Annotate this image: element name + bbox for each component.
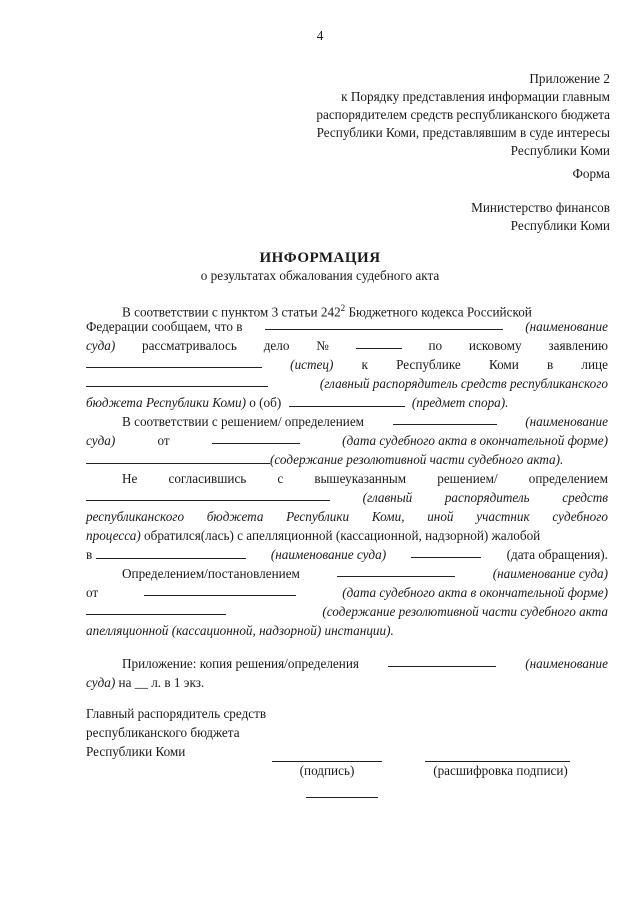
paragraph-line	[86, 583, 608, 603]
text-span: Республике	[396, 357, 461, 372]
closing-line	[306, 796, 378, 798]
text-span: от	[86, 585, 99, 600]
text-span: решением/	[437, 471, 498, 486]
text-span: (главный	[362, 490, 413, 505]
text-span: №	[316, 338, 329, 353]
paragraph-line	[86, 545, 608, 565]
text-span: в	[547, 357, 554, 372]
paragraph-line	[86, 673, 608, 693]
text-span: (дата обращения).	[506, 547, 608, 562]
signature-label: (подпись)	[299, 763, 355, 778]
text-span: (наименование суда)	[492, 566, 608, 581]
appendix-line: Приложение 2	[529, 71, 610, 86]
text-span: о (об)	[245, 395, 282, 410]
blank-field	[265, 317, 503, 330]
text-span: заявлению	[548, 338, 608, 353]
text-span: Бюджетного кодекса Российской	[345, 304, 532, 320]
addressee-line: Министерство финансов	[471, 200, 610, 215]
text-span: согласившись	[168, 471, 247, 486]
text-span: бюджета Республики Коми)	[86, 395, 246, 410]
paragraph-line	[86, 602, 608, 622]
blank-field	[86, 451, 270, 464]
signatory-line: республиканского бюджета	[86, 725, 240, 740]
text-span: В соответствии с пунктом 3 статьи 242	[122, 304, 341, 320]
addressee-line: Республики Коми	[510, 218, 610, 233]
document-title: ИНФОРМАЦИЯ	[259, 250, 381, 266]
text-span: исковому	[468, 338, 522, 353]
form-label: Форма	[572, 166, 610, 181]
paragraph-line	[86, 393, 608, 413]
text-span: (главный распорядитель средств республиканского	[319, 376, 608, 391]
text-span: В соответствии с решением/ определением	[122, 414, 365, 429]
text-span	[122, 298, 532, 318]
text-span: апелляционной (кассационной, надзорной) инстанции).	[86, 623, 394, 638]
text-span: на __ л. в 1 экз.	[115, 675, 205, 690]
text-span	[86, 545, 246, 565]
signature-line	[272, 760, 382, 762]
paragraph-line	[86, 526, 608, 546]
text-span: суда)	[86, 338, 116, 353]
addressee	[310, 199, 610, 235]
blank-field	[388, 654, 496, 667]
signatory-line: Главный распорядитель средств	[86, 706, 267, 721]
decryption-line	[425, 760, 570, 762]
text-span: Коми	[488, 357, 519, 372]
appendix-line: Республики Коми, представлявшим в суде интересы	[316, 125, 610, 140]
blank-field	[411, 545, 481, 558]
text-span: (истец)	[290, 357, 334, 372]
text-span: рассматривалось	[142, 338, 237, 353]
blank-field	[337, 564, 455, 577]
text-span: в	[86, 547, 93, 562]
paragraph-line	[86, 355, 608, 375]
paragraph-line	[86, 469, 608, 489]
text-span: определением	[528, 471, 608, 486]
text-span: (предмет спора).	[411, 395, 509, 410]
text-span: лице	[581, 357, 608, 372]
blank-field	[86, 374, 268, 387]
text-span: (содержание резолютивной части судебного акта).	[270, 452, 564, 467]
signatory-block	[86, 704, 346, 761]
text-span: с	[277, 471, 284, 486]
text-span: Определением/постановлением	[122, 566, 300, 581]
paragraph-line	[86, 507, 608, 527]
paragraph-line	[86, 654, 608, 674]
text-span: (наименование	[525, 414, 608, 429]
text-span: (дата судебного акта в окончательной форме)	[342, 585, 608, 600]
text-span: (наименование	[525, 656, 608, 671]
text-span: (дата судебного акта в окончательной форме)	[342, 433, 608, 448]
text-span: вышеуказанным	[314, 471, 407, 486]
text-span: процесса)	[86, 528, 141, 543]
paragraph-line	[86, 450, 608, 470]
blank-field	[144, 583, 296, 596]
text-span: республиканского бюджета Республики Коми, иной участник судебного	[86, 509, 608, 524]
blank-field	[393, 412, 497, 425]
text-span: распорядитель	[444, 490, 530, 505]
appendix-line: Республики Коми	[510, 143, 610, 158]
text-span: Приложение: копия решения/определения	[122, 656, 359, 671]
appendix-block	[210, 70, 610, 160]
page-number: 4	[316, 28, 324, 43]
paragraph-line	[86, 564, 608, 584]
paragraph-line	[86, 412, 608, 432]
text-span: от	[157, 433, 170, 448]
text-span: дело	[263, 338, 290, 353]
paragraph-line	[86, 374, 608, 394]
text-span: средств	[562, 490, 608, 505]
text-span: (наименование	[525, 319, 608, 334]
blank-field	[96, 546, 246, 559]
text-span: по	[428, 338, 443, 353]
paragraph-line	[86, 621, 608, 641]
decryption-label: (расшифровка подписи)	[433, 763, 568, 778]
blank-field	[86, 355, 262, 368]
paragraph-line	[86, 317, 608, 337]
paragraph-line	[86, 336, 608, 356]
blank-field	[356, 336, 402, 349]
paragraph-line	[86, 488, 608, 508]
blank-field	[86, 488, 330, 501]
document-subtitle: о результатах обжалования судебного акта	[200, 268, 440, 283]
paragraph-line	[86, 431, 608, 451]
appendix-line: распорядителем средств республиканского бюджета	[316, 107, 610, 122]
text-span: Не	[122, 471, 138, 486]
text-span: суда)	[86, 675, 116, 690]
superscript: 2	[340, 303, 346, 313]
text-span: (наименование суда)	[270, 547, 387, 562]
text-span: к	[361, 357, 368, 372]
appendix-line: к Порядку представления информации главным	[341, 89, 610, 104]
blank-field	[289, 394, 405, 407]
paragraph-line	[86, 298, 608, 318]
text-span: (содержание резолютивной части судебного акта	[322, 604, 608, 619]
signatory-line: Республики Коми	[86, 744, 186, 759]
text-span: Федерации сообщаем, что в	[86, 319, 243, 334]
blank-field	[86, 602, 226, 615]
text-span: суда)	[86, 433, 116, 448]
text-span: обратился(лась) с апелляционной (кассационной, надзорной) жалобой	[140, 528, 541, 543]
blank-field	[212, 431, 300, 444]
